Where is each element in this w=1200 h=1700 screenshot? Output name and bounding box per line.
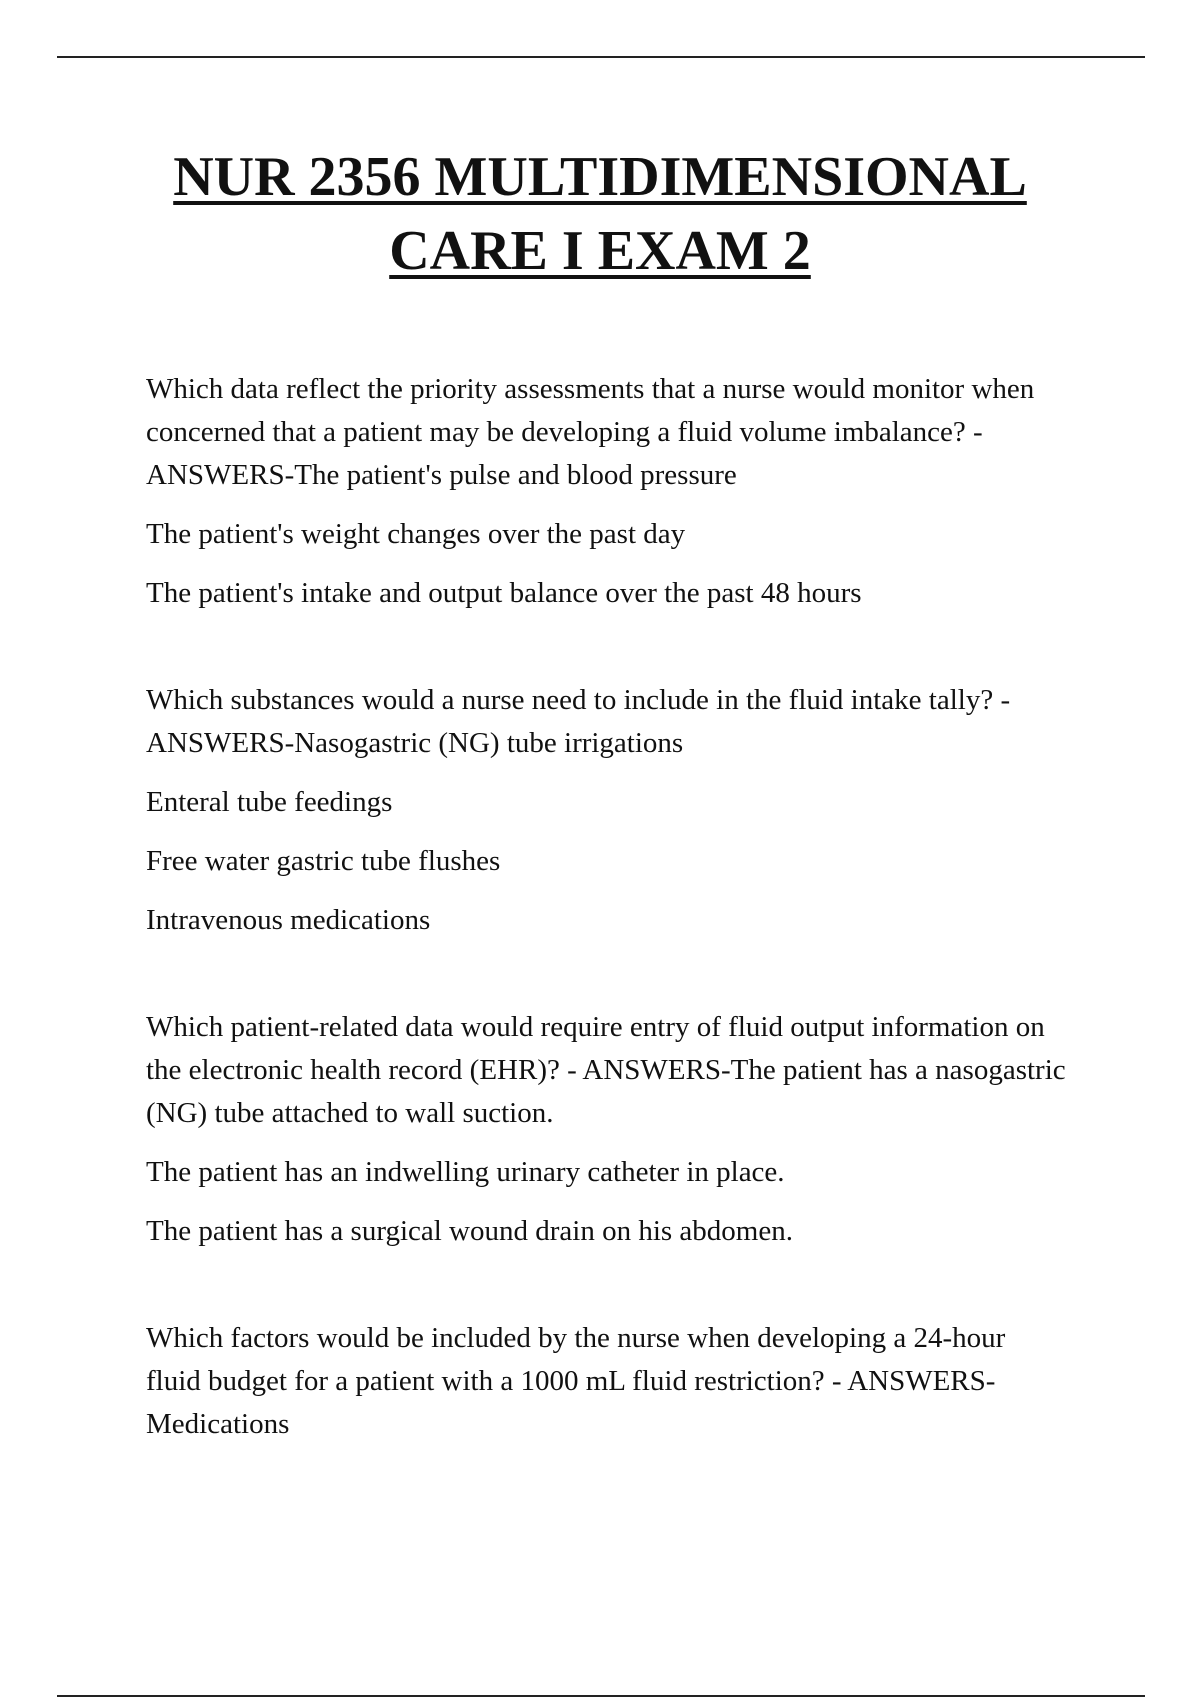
question-text: Which patient-related data would require entry of fluid output information on the electronic health record (EHR)? - ANSWERS-The patient has a nasogastric (NG) tube attached to wall suction. <box>146 1011 1066 1129</box>
question-text: Which factors would be included by the nurse when developing a 24-hour fluid budget for a patient with a 1000 mL fluid restriction? - ANSWERS-Medications <box>146 1322 1006 1440</box>
qa-block-3 <box>146 1006 1066 1253</box>
document-body <box>146 368 1066 1510</box>
qa-block-2 <box>146 679 1066 942</box>
question-text: Which substances would a nurse need to include in the fluid intake tally? - ANSWERS-Nasogastric (NG) tube irrigations <box>146 684 1011 759</box>
answer-text: The patient has a surgical wound drain on his abdomen. <box>146 1215 793 1247</box>
answer-text: Intravenous medications <box>146 904 431 936</box>
answer-text: The patient has an indwelling urinary catheter in place. <box>146 1156 785 1188</box>
answer-text: The patient's intake and output balance over the past 48 hours <box>146 577 862 609</box>
title-line-2: CARE I EXAM 2 <box>389 220 811 282</box>
bottom-divider <box>57 1695 1145 1697</box>
top-divider <box>57 56 1145 58</box>
qa-block-4 <box>146 1317 1066 1446</box>
qa-block-1 <box>146 368 1066 615</box>
document-title <box>0 140 1200 288</box>
question-text: Which data reflect the priority assessments that a nurse would monitor when concerned that a patient may be developing a fluid volume imbalance? - ANSWERS-The patient's pulse and blood pressure <box>146 373 1035 491</box>
title-line-1: NUR 2356 MULTIDIMENSIONAL <box>173 146 1027 208</box>
answer-text: Enteral tube feedings <box>146 786 393 818</box>
answer-text: Free water gastric tube flushes <box>146 845 501 877</box>
answer-text: The patient's weight changes over the past day <box>146 518 686 550</box>
